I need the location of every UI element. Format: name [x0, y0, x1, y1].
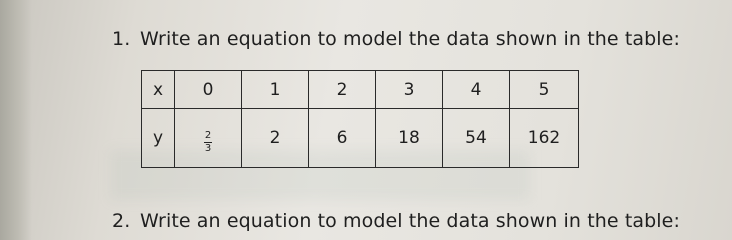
table-row-x	[142, 71, 579, 109]
y-cell: 6	[309, 109, 376, 168]
x-cell: 3	[376, 71, 443, 109]
x-cell: 0	[175, 71, 242, 109]
data-table	[141, 70, 579, 168]
y-cell: 2	[242, 109, 309, 168]
y-cell: 54	[443, 109, 510, 168]
x-cell: 2	[309, 71, 376, 109]
question-1	[112, 28, 680, 50]
x-header-cell: x	[142, 71, 175, 109]
y-header-cell: y	[142, 109, 175, 168]
y-cell: 162	[510, 109, 579, 168]
y-cell: 18	[376, 109, 443, 168]
question-2	[112, 210, 680, 232]
fraction-denominator: 3	[204, 142, 212, 154]
x-cell: 5	[510, 71, 579, 109]
x-cell: 4	[443, 71, 510, 109]
question-2-text: Write an equation to model the data shown in the table:	[140, 210, 680, 232]
table-row-y	[142, 109, 579, 168]
fraction	[204, 131, 212, 154]
fraction-numerator: 2	[204, 129, 212, 141]
y-cell-fraction	[175, 109, 242, 168]
question-2-number: 2.	[112, 210, 131, 232]
x-cell: 1	[242, 71, 309, 109]
question-1-number: 1.	[112, 28, 131, 50]
question-1-text: Write an equation to model the data shown in the table:	[140, 28, 680, 50]
page-edge	[0, 0, 32, 240]
